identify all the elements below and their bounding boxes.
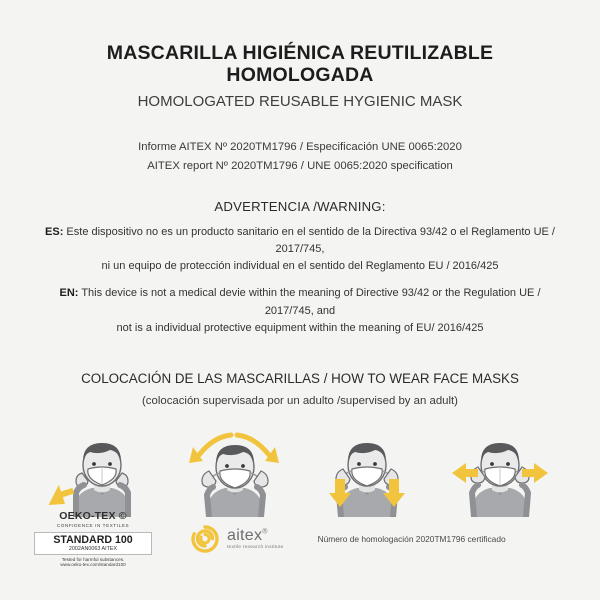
report-line-es: Informe AITEX Nº 2020TM1796 / Especificación UNE 0065:2020 [138,141,462,154]
oeko-standard-sub: 2002AN0063 AITEX [68,545,118,552]
aitex-registered: ® [262,528,268,536]
warning-block [34,224,566,336]
step-3-illustration [305,421,427,517]
oeko-standard: STANDARD 100 [53,533,133,546]
oeko-line3: Tested for harmful substances. [61,557,125,563]
howto-steps [34,421,566,517]
footer [34,511,566,568]
step-4-adjust-fit [438,421,560,517]
oeko-line2: CONFIDENCE IN TEXTILES [56,522,130,528]
report-line-en: AITEX report Nº 2020TM1796 / UNE 0065:2020 specification [147,159,453,172]
page-subtitle: HOMOLOGATED REUSABLE HYGIENIC MASK [137,92,463,110]
aitex-logo [190,524,284,554]
howto-subtitle: (colocación supervisada por un adulto /supervised by an adult) [142,394,458,407]
warning-en-line1: This device is not a medical devie within the meaning of Directive 93/42 or the Regulation UE / 2017/745, and [81,287,541,317]
report-block [34,138,566,175]
document-inner [34,42,566,586]
step-2-place-over-face [173,421,295,517]
arrow-icon [44,481,77,509]
warning-en-line2: not is a individual protective equipment within the meaning of EU/ 2016/425 [116,321,484,334]
warning-es-line2: ni un equipo de protección individual en el sentido del Reglamento EU / 2016/425 [101,260,499,273]
warning-en [34,285,566,336]
aitex-tagline: textile research institute [227,544,284,550]
warning-es-line1: Este dispositivo no es un producto sanitario en el sentido de la Directiva 93/42 o el Reglamento UE / 2017/745, [66,226,555,256]
step-3-loop-ears [305,421,427,517]
oeko-tex-logo [34,511,152,568]
oeko-line1: OEKO-TEX © [59,509,127,522]
warning-es [34,224,566,275]
aitex-spiral-icon [190,524,220,554]
step-1-illustration [40,421,162,517]
step-4-illustration [438,421,560,517]
certificate-number: Número de homologación 2020TM1796 certificado [317,534,506,545]
howto-title: COLOCACIÓN DE LAS MASCARILLAS / HOW TO WEAR FACE MASKS [81,370,519,386]
oeko-standard-box [34,532,152,556]
aitex-wordmark: aitex® [227,526,268,544]
step-2-illustration [173,421,295,517]
page-title: MASCARILLA HIGIÉNICA REUTILIZABLE HOMOLOGADA [106,42,494,87]
aitex-text [227,528,284,551]
warning-en-tag: EN: [59,287,79,300]
oeko-line4: www.oeko-tex.com/standard100 [60,562,126,568]
warning-title: ADVERTENCIA /WARNING: [214,199,386,215]
step-1-hold-mask [40,421,162,517]
warning-es-tag: ES: [45,226,64,239]
